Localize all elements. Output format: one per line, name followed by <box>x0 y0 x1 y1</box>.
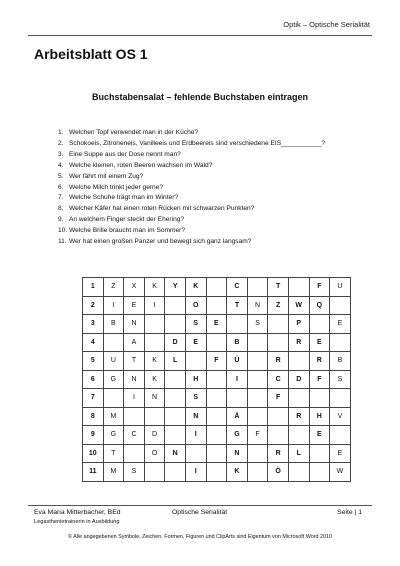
grid-cell: I <box>185 426 206 445</box>
question-item <box>58 172 325 183</box>
grid-cell: K <box>144 352 165 371</box>
grid-cell: K <box>227 463 248 482</box>
grid-cell: A <box>124 333 145 352</box>
grid-cell: E <box>124 296 145 315</box>
grid-cell: I <box>227 370 248 389</box>
question-text: Schokoeis, Zitroneneis, Vanilleeis und Erdbeereis sind verschiedene EIS___________? <box>69 139 326 147</box>
grid-cell: L <box>288 444 309 463</box>
grid-row <box>83 444 351 463</box>
question-number: 7. <box>58 194 64 202</box>
question-text: Welche Brille braucht man im Sommer? <box>69 227 186 235</box>
grid-cell: H <box>185 370 206 389</box>
letter-grid <box>82 277 351 482</box>
grid-cell: Ä <box>227 407 248 426</box>
grid-cell: S <box>247 315 268 334</box>
grid-row-number: 8 <box>83 407 104 426</box>
grid-cell: N <box>124 370 145 389</box>
grid-cell <box>288 463 309 482</box>
question-text: Eine Suppe aus der Dose nennt man? <box>69 150 181 158</box>
grid-cell <box>103 389 124 408</box>
question-text: Wer fährt mit einem Zug? <box>69 172 144 180</box>
grid-cell: R <box>268 352 289 371</box>
grid-cell <box>288 352 309 371</box>
grid-cell <box>165 426 186 445</box>
question-list <box>58 128 325 248</box>
grid-cell: R <box>288 407 309 426</box>
grid-row-number: 7 <box>83 389 104 408</box>
grid-cell: E <box>309 333 330 352</box>
grid-cell <box>185 352 206 371</box>
grid-cell: D <box>144 426 165 445</box>
grid-cell: R <box>288 333 309 352</box>
grid-cell: E <box>330 315 351 334</box>
grid-cell <box>144 463 165 482</box>
grid-cell <box>144 333 165 352</box>
grid-cell <box>247 407 268 426</box>
grid-row-number: 2 <box>83 296 104 315</box>
question-text: Welche kleinen, roten Beeren wachsen im Wald? <box>69 161 213 169</box>
grid-row-number: 6 <box>83 370 104 389</box>
grid-cell <box>288 389 309 408</box>
grid-cell: D <box>165 333 186 352</box>
grid-row-number: 1 <box>83 278 104 297</box>
grid-cell: M <box>103 407 124 426</box>
grid-cell <box>247 444 268 463</box>
grid-cell: P <box>288 315 309 334</box>
grid-cell: K <box>185 278 206 297</box>
grid-cell <box>206 278 227 297</box>
question-number: 2. <box>58 139 64 147</box>
grid-cell: N <box>247 296 268 315</box>
grid-row <box>83 370 351 389</box>
grid-cell <box>206 370 227 389</box>
grid-cell <box>165 389 186 408</box>
grid-cell: S <box>185 389 206 408</box>
grid-row-number: 9 <box>83 426 104 445</box>
grid-cell <box>144 315 165 334</box>
grid-cell <box>206 389 227 408</box>
question-item <box>58 204 325 215</box>
grid-cell: E <box>309 426 330 445</box>
grid-cell: S <box>330 370 351 389</box>
question-item <box>58 150 325 161</box>
question-text: An welchem Finger steckt der Ehering? <box>69 216 185 224</box>
question-number: 11. <box>58 238 67 246</box>
grid-cell: S <box>185 315 206 334</box>
grid-cell: S <box>124 463 145 482</box>
grid-cell: E <box>206 315 227 334</box>
question-text: Welche Schuhe trägt man im Winter? <box>69 194 179 202</box>
question-number: 1. <box>58 129 64 136</box>
grid-cell: G <box>227 426 248 445</box>
grid-cell: L <box>165 352 186 371</box>
grid-cell <box>268 315 289 334</box>
header-subject: Optik – Optische Serialität <box>283 20 370 29</box>
grid-cell <box>124 444 145 463</box>
page-number: Seite | 1 <box>337 509 362 516</box>
grid-cell <box>124 407 145 426</box>
grid-cell: C <box>268 370 289 389</box>
question-number: 6. <box>58 183 64 191</box>
grid-cell: G <box>103 370 124 389</box>
grid-cell: Ü <box>227 352 248 371</box>
grid-cell: E <box>330 444 351 463</box>
grid-cell: T <box>227 296 248 315</box>
grid-row-number: 11 <box>83 463 104 482</box>
grid-cell: H <box>309 407 330 426</box>
grid-row-number: 4 <box>83 333 104 352</box>
grid-cell <box>227 315 248 334</box>
grid-cell <box>206 463 227 482</box>
grid-cell: N <box>185 407 206 426</box>
grid-cell: Q <box>309 296 330 315</box>
grid-cell: I <box>144 296 165 315</box>
grid-row <box>83 333 351 352</box>
grid-cell: T <box>103 444 124 463</box>
grid-cell <box>247 463 268 482</box>
grid-cell: F <box>309 370 330 389</box>
footer-topic: Optische Serialität <box>172 509 228 516</box>
grid-cell <box>206 444 227 463</box>
question-number: 5. <box>58 172 64 180</box>
grid-row <box>83 407 351 426</box>
grid-cell <box>165 463 186 482</box>
grid-row <box>83 389 351 408</box>
grid-row <box>83 296 351 315</box>
letter-grid-body <box>83 278 351 482</box>
footer-author: Eva Maria Mitterbacher, BEd <box>34 509 121 516</box>
grid-cell: F <box>247 426 268 445</box>
grid-cell: Ö <box>268 463 289 482</box>
grid-row <box>83 315 351 334</box>
grid-cell: R <box>268 444 289 463</box>
grid-cell: N <box>227 444 248 463</box>
grid-cell <box>103 333 124 352</box>
grid-cell: Z <box>103 278 124 297</box>
grid-cell: O <box>144 444 165 463</box>
grid-cell <box>247 278 268 297</box>
question-number: 4. <box>58 161 64 169</box>
question-number: 8. <box>58 205 64 213</box>
question-item <box>58 128 325 139</box>
question-item <box>58 226 325 237</box>
grid-cell: U <box>330 278 351 297</box>
question-item <box>58 161 325 172</box>
grid-cell <box>309 315 330 334</box>
grid-cell <box>165 407 186 426</box>
grid-cell <box>330 426 351 445</box>
grid-cell: W <box>330 463 351 482</box>
question-text: Welche Milch trinkt jeder gerne? <box>69 183 164 191</box>
grid-cell <box>206 296 227 315</box>
grid-cell: M <box>103 463 124 482</box>
grid-row-number: 10 <box>83 444 104 463</box>
question-item <box>58 139 325 150</box>
grid-cell: N <box>165 444 186 463</box>
grid-cell <box>227 389 248 408</box>
grid-cell <box>309 389 330 408</box>
grid-cell <box>288 278 309 297</box>
question-item <box>58 183 325 194</box>
grid-cell: D <box>288 370 309 389</box>
grid-cell <box>330 389 351 408</box>
question-item <box>58 193 325 204</box>
grid-cell <box>165 296 186 315</box>
question-item <box>58 237 325 248</box>
grid-cell <box>268 407 289 426</box>
grid-cell: U <box>103 352 124 371</box>
grid-cell <box>206 333 227 352</box>
grid-cell <box>185 444 206 463</box>
question-number: 9. <box>58 216 64 224</box>
grid-cell: N <box>124 315 145 334</box>
grid-cell: B <box>227 333 248 352</box>
grid-row <box>83 426 351 445</box>
question-text: Welchen Topf verwendet man in der Küche? <box>69 129 199 136</box>
grid-cell <box>330 296 351 315</box>
grid-cell: B <box>103 315 124 334</box>
question-number: 10. <box>58 227 68 235</box>
grid-cell <box>268 333 289 352</box>
grid-row-number: 3 <box>83 315 104 334</box>
grid-cell <box>330 333 351 352</box>
grid-row <box>83 352 351 371</box>
grid-cell: Y <box>165 278 186 297</box>
question-text: Welcher Käfer hat einen roten Rücken mit schwarzen Punkten? <box>69 205 255 213</box>
grid-row-number: 5 <box>83 352 104 371</box>
grid-cell: C <box>227 278 248 297</box>
grid-cell: W <box>288 296 309 315</box>
grid-cell: I <box>185 463 206 482</box>
page-title: Arbeitsblatt OS 1 <box>34 46 148 62</box>
question-text: Wer hat einen großen Panzer und bewegt sich ganz langsam? <box>69 238 252 246</box>
question-item <box>58 215 325 226</box>
grid-cell: O <box>185 296 206 315</box>
grid-cell: F <box>268 389 289 408</box>
grid-cell: R <box>309 352 330 371</box>
grid-cell: I <box>103 296 124 315</box>
grid-cell <box>309 444 330 463</box>
grid-cell: Z <box>268 296 289 315</box>
grid-cell <box>247 352 268 371</box>
grid-cell: B <box>330 352 351 371</box>
grid-cell: I <box>124 389 145 408</box>
grid-cell: T <box>124 352 145 371</box>
grid-cell: X <box>124 278 145 297</box>
task-heading: Buchstabensalat – fehlende Buchstaben eintragen <box>91 92 309 102</box>
footer-divider <box>28 505 372 506</box>
grid-cell <box>247 333 268 352</box>
grid-cell: K <box>144 370 165 389</box>
grid-cell <box>144 407 165 426</box>
copyright-notice: © Alle angegebenen Symbole, Zeichen, Formen, Figuren und ClipArts sind Eigentum von Microsoft Word 2010 <box>68 534 332 540</box>
grid-cell: N <box>144 389 165 408</box>
grid-cell <box>288 426 309 445</box>
grid-cell: T <box>268 278 289 297</box>
grid-cell <box>309 463 330 482</box>
grid-cell: V <box>330 407 351 426</box>
grid-cell: F <box>206 352 227 371</box>
grid-cell: G <box>103 426 124 445</box>
grid-cell <box>165 315 186 334</box>
grid-cell <box>165 370 186 389</box>
grid-row <box>83 463 351 482</box>
question-number: 3. <box>58 150 64 158</box>
grid-cell: E <box>185 333 206 352</box>
grid-cell: K <box>144 278 165 297</box>
grid-cell <box>247 370 268 389</box>
grid-cell <box>268 426 289 445</box>
header-divider <box>28 35 372 36</box>
grid-cell <box>206 426 227 445</box>
grid-cell: F <box>309 278 330 297</box>
grid-cell <box>247 389 268 408</box>
grid-row <box>83 278 351 297</box>
grid-cell: C <box>124 426 145 445</box>
footer-role: Legasthenietrainerin in Ausbildung <box>34 519 120 525</box>
grid-cell <box>206 407 227 426</box>
